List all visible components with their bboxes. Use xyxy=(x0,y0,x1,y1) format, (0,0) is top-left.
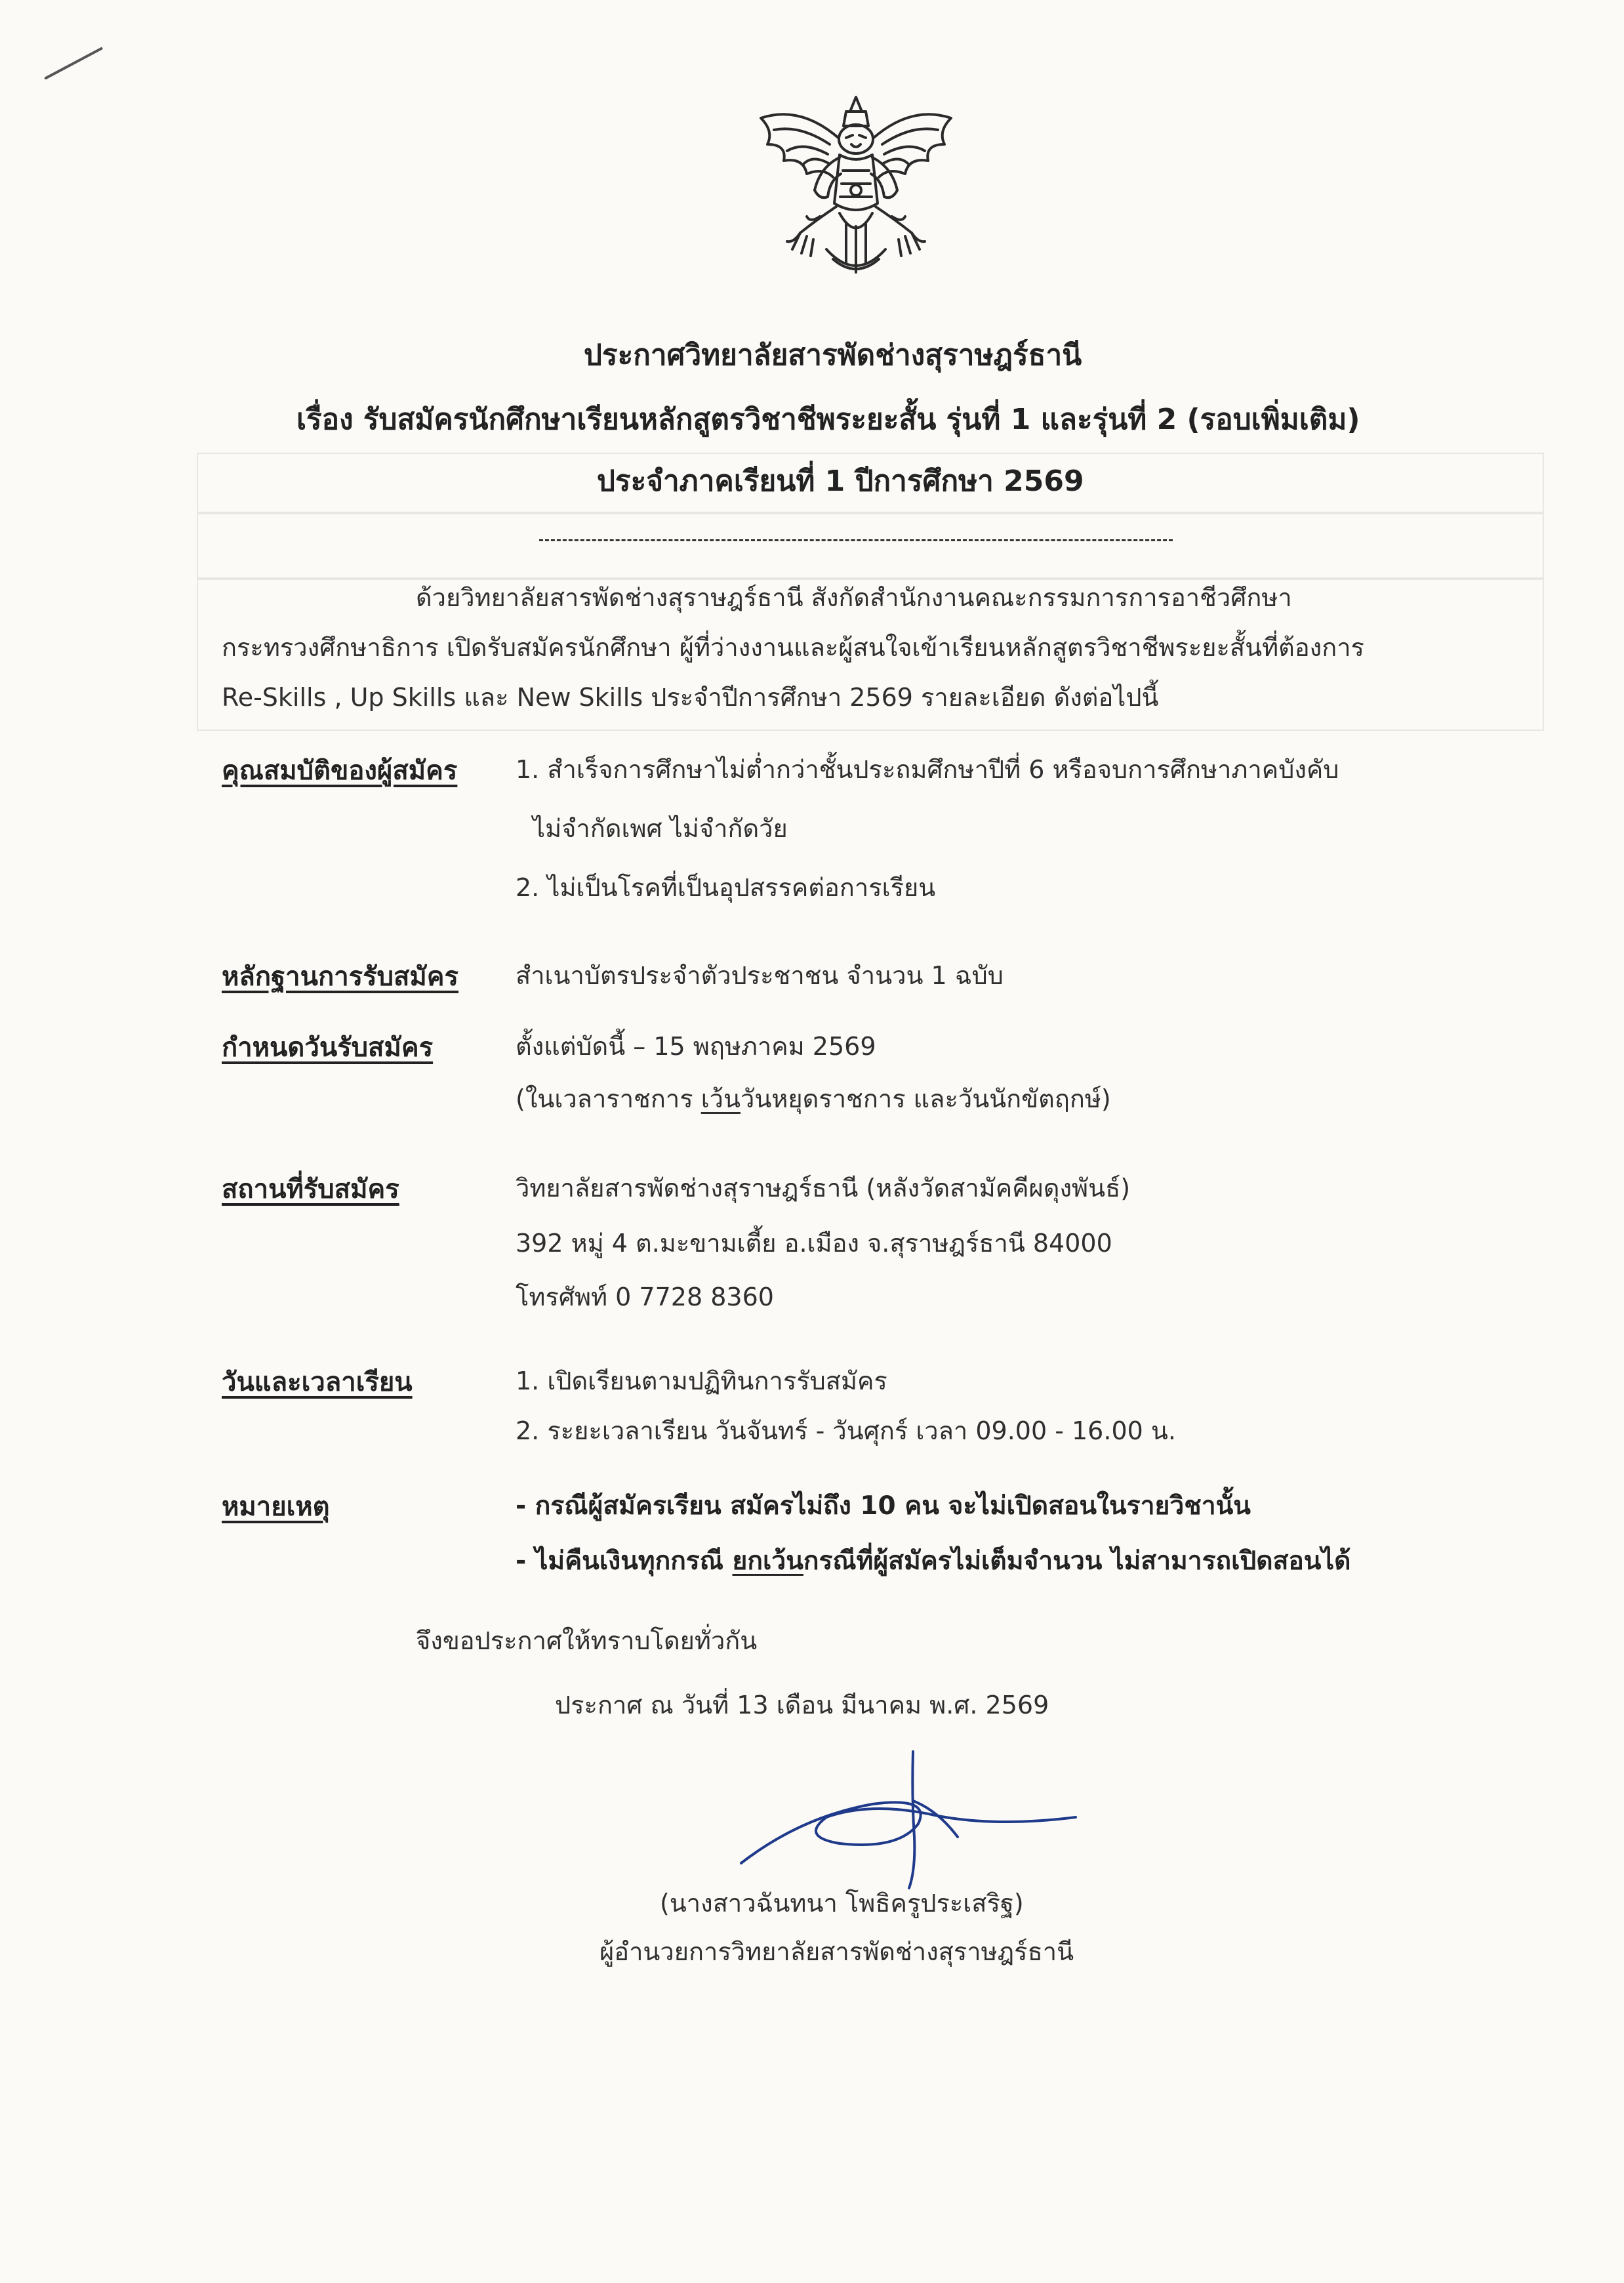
remarks-label: หมายเหตุ xyxy=(222,1492,330,1522)
remark-item-1: - กรณีผู้สมัครเรียน สมัครไม่ถึง 10 คน จะไม่เปิดสอนในรายวิชานั้น xyxy=(516,1491,1251,1521)
closing-notice: จึงขอประกาศให้ทราบโดยทั่วกัน xyxy=(416,1626,758,1655)
announcement-term: ประจำภาคเรียนที่ 1 ปีการศึกษา 2569 xyxy=(597,464,1084,498)
study-time-item-1: 1. เปิดเรียนตามปฏิทินการรับสมัคร xyxy=(516,1367,887,1395)
location-line-1: วิทยาลัยสารพัดช่างสุราษฎร์ธานี (หลังวัดสามัคคีผดุงพันธ์) xyxy=(516,1174,1131,1203)
divider-line xyxy=(539,539,1173,541)
application-period-value: ตั้งแต่บัดนี้ – 15 พฤษภาคม 2569 xyxy=(516,1032,876,1061)
application-period-note: (ในเวลาราชการ เว้นวันหยุดราชการ และวันนักขัตฤกษ์) xyxy=(516,1084,1111,1113)
qualification-item-1-cont: ไม่จำกัดเพศ ไม่จำกัดวัย xyxy=(533,814,788,843)
intro-line-2: กระทรวงศึกษาธิการ เปิดรับสมัครนักศึกษา ผู้ที่ว่างงานและผู้สนใจเข้าเรียนหลักสูตรวิชาชีพระยะสั้นที่ต้องการ xyxy=(222,633,1364,662)
announcement-title: ประกาศวิทยาลัยสารพัดช่างสุราษฎร์ธานี xyxy=(584,339,1082,372)
study-time-item-2: 2. ระยะเวลาเรียน วันจันทร์ - วันศุกร์ เวลา 09.00 - 16.00 น. xyxy=(516,1416,1176,1445)
evidence-label: หลักฐานการรับสมัคร xyxy=(222,962,459,992)
garuda-emblem-icon xyxy=(754,92,958,289)
qualification-item-2: 2. ไม่เป็นโรคที่เป็นอุปสรรคต่อการเรียน xyxy=(516,873,936,902)
intro-line-3: Re-Skills , Up Skills และ New Skills ประจำปีการศึกษา 2569 รายละเอียด ดังต่อไปนี้ xyxy=(222,683,1159,712)
remark-item-2: - ไม่คืนเงินทุกกรณี ยกเว้นกรณีที่ผู้สมัครไม่เต็มจำนวน ไม่สามารถเปิดสอนได้ xyxy=(516,1546,1351,1576)
qualifications-label: คุณสมบัติของผู้สมัคร xyxy=(222,756,458,786)
qualification-item-1: 1. สำเร็จการศึกษาไม่ต่ำกว่าชั้นประถมศึกษาปีที่ 6 หรือจบการศึกษาภาคบังคับ xyxy=(516,755,1339,784)
location-line-2: 392 หมู่ 4 ต.มะขามเตี้ย อ.เมือง จ.สุราษฎร์ธานี 84000 xyxy=(516,1229,1112,1258)
pen-mark xyxy=(44,47,103,79)
evidence-value: สำเนาบัตรประจำตัวประชาชน จำนวน 1 ฉบับ xyxy=(516,961,1004,990)
signatory-position: ผู้อำนวยการวิทยาลัยสารพัดช่างสุราษฎร์ธานี xyxy=(599,1937,1074,1966)
study-time-label: วันและเวลาเรียน xyxy=(222,1367,413,1397)
signature-icon xyxy=(721,1738,1089,1889)
application-period-label: กำหนดวันรับสมัคร xyxy=(222,1033,434,1063)
signatory-name: (นางสาวฉันทนา โพธิครูประเสริฐ) xyxy=(660,1889,1024,1918)
location-label: สถานที่รับสมัคร xyxy=(222,1174,399,1204)
location-phone: โทรศัพท์ 0 7728 8360 xyxy=(516,1283,774,1311)
announcement-subject: เรื่อง รับสมัครนักศึกษาเรียนหลักสูตรวิชาชีพระยะสั้น รุ่นที่ 1 และรุ่นที่ 2 (รอบเพิ่มเติม) xyxy=(296,403,1360,436)
bleed-through-rule xyxy=(197,512,1544,514)
intro-line-1: ด้วยวิทยาลัยสารพัดช่างสุราษฎร์ธานี สังกัดสำนักงานคณะกรรมการการอาชีวศึกษา xyxy=(416,583,1292,612)
announcement-date: ประกาศ ณ วันที่ 13 เดือน มีนาคม พ.ศ. 2569 xyxy=(555,1691,1049,1719)
